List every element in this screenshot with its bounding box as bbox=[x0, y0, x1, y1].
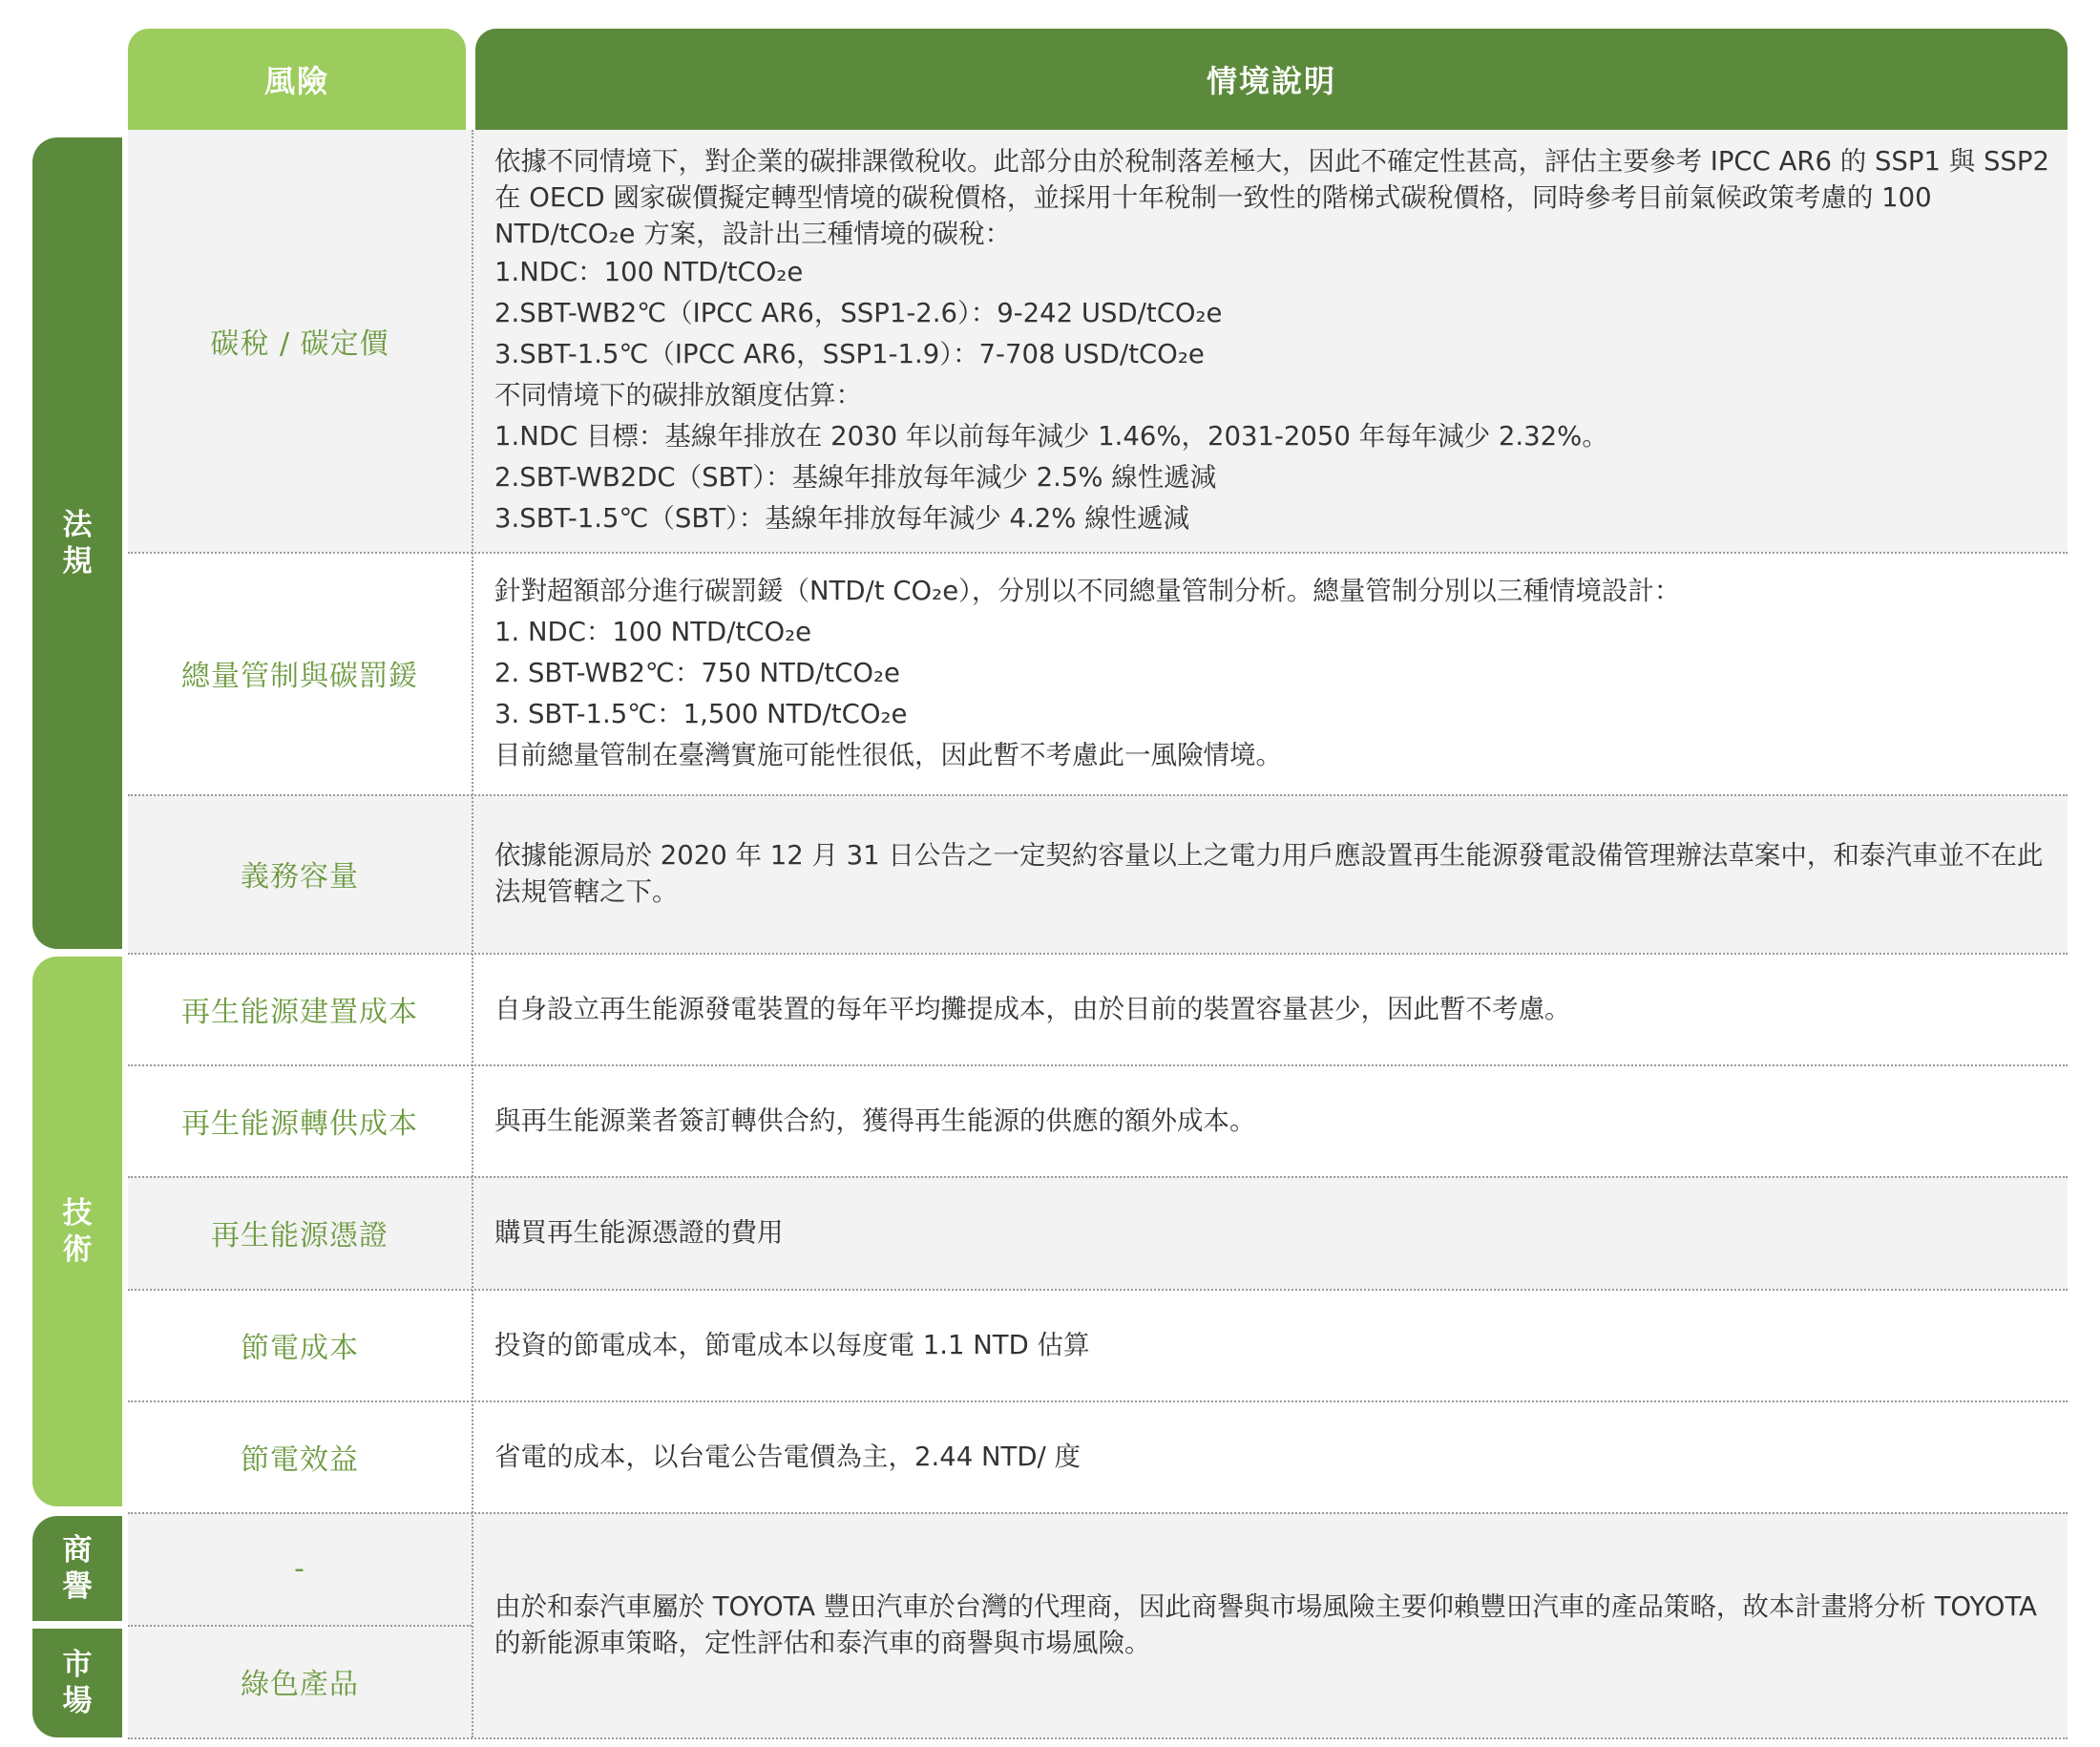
desc-paragraph: 投資的節電成本，節電成本以每度電 1.1 NTD 估算 bbox=[494, 1329, 1090, 1360]
column-divider bbox=[472, 130, 473, 1737]
desc-line: 3. SBT-1.5℃：1,500 NTD/tCO₂e bbox=[494, 698, 908, 729]
desc-paragraph: 依據不同情境下，對企業的碳排課徵稅收。此部分由於稅制落差極大，因此不確定性甚高，評估主要參考 IPCC AR6 的 SSP1 與 SSP2 在 OECD 國家碳價擬定轉型情境的碳稅價格，並採用十年稅制一致性的階梯式碳稅價格，同時參考目前氣候政策考慮的 100 NTD/tCO₂e 方案，設計出三種情境的碳稅： bbox=[494, 145, 2049, 249]
desc-line: 1. NDC：100 NTD/tCO₂e bbox=[494, 616, 812, 647]
desc-line: 2. SBT-WB2℃：750 NTD/tCO₂e bbox=[494, 657, 900, 688]
desc-paragraph: 由於和泰汽車屬於 TOYOTA 豐田汽車於台灣的代理商，因此商譽與市場風險主要仰賴豐田汽車的產品策略，故本計畫將分析 TOYOTA 的新能源車策略，定性評估和泰汽車的商譽與市場風險。 bbox=[494, 1591, 2037, 1658]
desc-obligation-capacity bbox=[494, 794, 2056, 953]
desc-line: 3.SBT-1.5℃（SBT）：基線年排放每年減少 4.2% 線性遞減 bbox=[494, 502, 1190, 534]
desc-renewable-build-cost bbox=[494, 953, 2056, 1064]
desc-carbon-tax bbox=[494, 130, 2056, 552]
desc-renewable-wheeling-cost bbox=[494, 1064, 2056, 1176]
header-risk: 風險 bbox=[128, 29, 466, 130]
desc-line: 不同情境下的碳排放額度估算： bbox=[494, 379, 862, 410]
desc-paragraph: 與再生能源業者簽訂轉供合約，獲得再生能源的供應的額外成本。 bbox=[494, 1105, 1256, 1136]
desc-line: 1.NDC：100 NTD/tCO₂e bbox=[494, 256, 804, 287]
desc-line: 2.SBT-WB2DC（SBT）：基線年排放每年減少 2.5% 線性遞減 bbox=[494, 461, 1217, 493]
desc-saving-benefit bbox=[494, 1400, 2056, 1512]
risk-renewable-build-cost: 再生能源建置成本 bbox=[181, 995, 418, 1029]
risk-carbon-tax: 碳稅 / 碳定價 bbox=[210, 327, 389, 361]
desc-line: 3.SBT-1.5℃（IPCC AR6，SSP1-1.9）：7-708 USD/tCO₂e bbox=[494, 338, 1205, 369]
category-law: 法規 bbox=[32, 137, 122, 949]
desc-reputation-market bbox=[494, 1512, 2056, 1737]
desc-line: 1.NDC 目標：基線年排放在 2030 年以前每年減少 1.46%，2031-2050 年每年減少 2.32%。 bbox=[494, 420, 1608, 452]
risk-renewable-wheeling-cost: 再生能源轉供成本 bbox=[181, 1106, 418, 1141]
risk-saving-cost: 節電成本 bbox=[241, 1331, 359, 1365]
risk-reputation-dash: - bbox=[294, 1551, 305, 1586]
risk-green-product: 綠色產品 bbox=[241, 1668, 359, 1701]
desc-line: 目前總量管制在臺灣實施可能性很低，因此暫不考慮此一風險情境。 bbox=[494, 739, 1282, 770]
desc-line: 針對超額部分進行碳罰鍰（NTD/t CO₂e），分別以不同總量管制分析。總量管制分別以三種情境設計： bbox=[494, 575, 1681, 606]
desc-paragraph: 購買再生能源憑證的費用 bbox=[494, 1217, 784, 1248]
risk-saving-benefit: 節電效益 bbox=[241, 1442, 359, 1477]
risk-obligation-capacity: 義務容量 bbox=[241, 860, 359, 894]
desc-cap-and-penalty bbox=[494, 552, 2056, 794]
header-description: 情境說明 bbox=[475, 29, 2068, 130]
desc-paragraph: 依據能源局於 2020 年 12 月 31 日公告之一定契約容量以上之電力用戶應設置再生能源發電設備管理辦法草案中，和泰汽車並不在此法規管轄之下。 bbox=[494, 840, 2044, 907]
risk-cap-and-penalty: 總量管制與碳罰鍰 bbox=[181, 660, 418, 693]
risk-renewable-certificate: 再生能源憑證 bbox=[211, 1219, 388, 1252]
category-technology: 技術 bbox=[32, 957, 122, 1506]
desc-renewable-certificate bbox=[494, 1176, 2056, 1289]
category-market: 市場 bbox=[32, 1629, 122, 1737]
desc-saving-cost bbox=[494, 1289, 2056, 1400]
desc-paragraph: 省電的成本，以台電公告電價為主，2.44 NTD/ 度 bbox=[494, 1441, 1082, 1472]
row-separator bbox=[128, 1737, 2068, 1739]
desc-paragraph: 自身設立再生能源發電裝置的每年平均攤提成本，由於目前的裝置容量甚少，因此暫不考慮。 bbox=[494, 993, 1571, 1024]
desc-line: 2.SBT-WB2℃（IPCC AR6，SSP1-2.6）：9-242 USD/tCO₂e bbox=[494, 297, 1223, 328]
category-reputation: 商譽 bbox=[32, 1516, 122, 1621]
